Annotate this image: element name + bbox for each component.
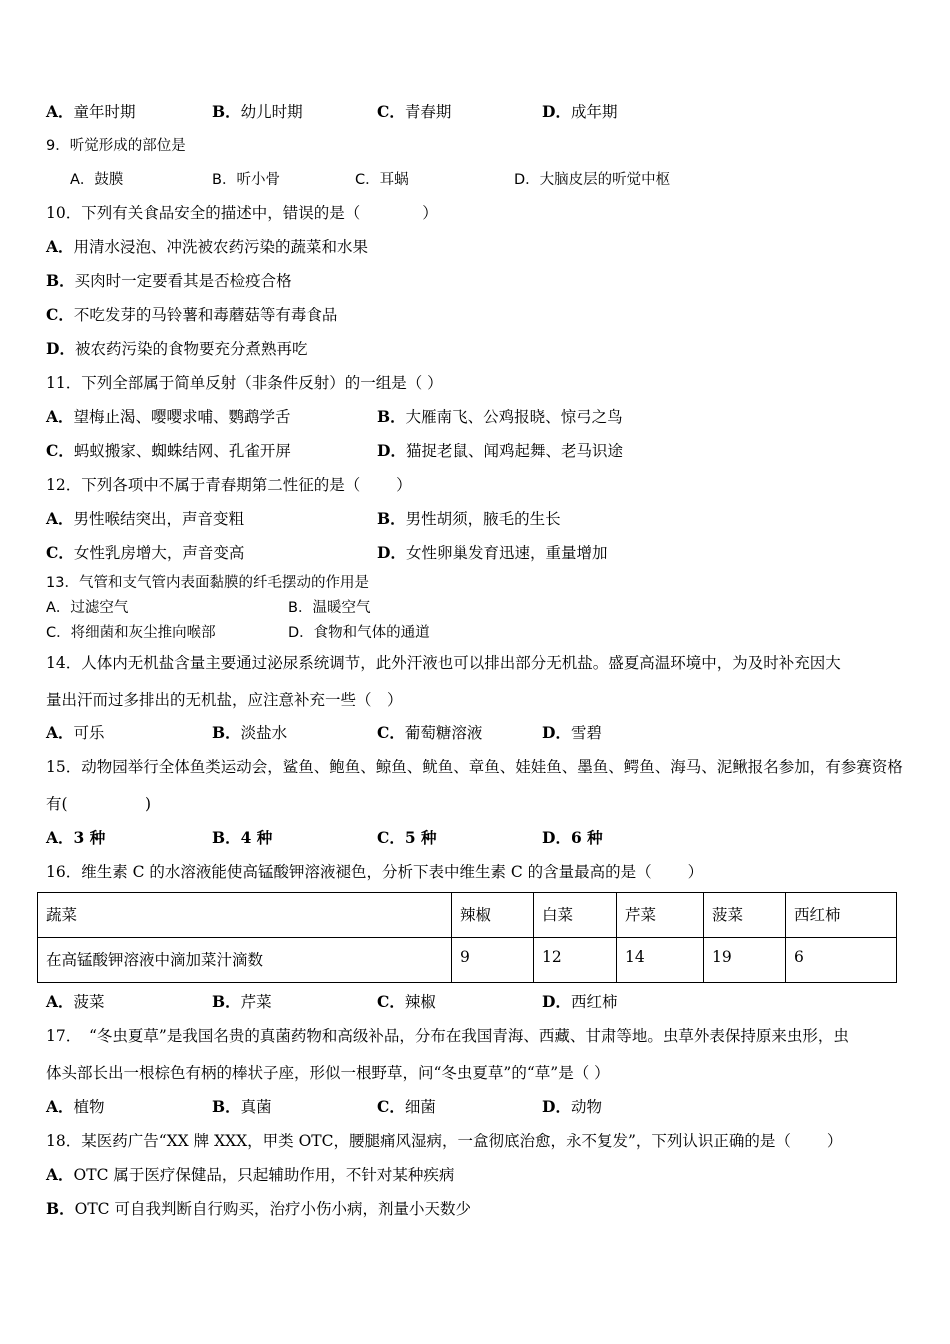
option-text: 用清水浸泡、冲洗被农药污染的蔬菜和水果 — [73, 238, 369, 256]
q9-option-b: B．听小骨 — [212, 172, 280, 188]
q8-option-b — [212, 102, 303, 122]
q11-option-a — [46, 407, 291, 427]
option-label: A． — [46, 1165, 74, 1184]
q13-option-a: A．过滤空气 — [46, 600, 129, 616]
option-text: 买肉时一定要看其是否检疫合格 — [74, 272, 292, 290]
option-label: C． — [377, 1097, 405, 1116]
option-text: 真菌 — [240, 1098, 272, 1116]
option-label: A． — [46, 1097, 74, 1116]
table-cell: 蔬菜 — [38, 893, 452, 938]
q10-option-b — [46, 271, 292, 291]
option-label: A． — [46, 237, 74, 256]
q14-option-c — [377, 723, 482, 743]
q16-option-a — [46, 992, 105, 1012]
option-text: 细菌 — [404, 1098, 436, 1116]
option-text: 不吃发芽的马铃薯和毒蘑菇等有毒食品 — [73, 306, 338, 324]
q17-option-b — [212, 1097, 272, 1117]
option-label: A． — [46, 992, 74, 1011]
q10-option-c — [46, 305, 337, 325]
table-cell: 西红柿 — [786, 893, 897, 938]
q15-option-c — [377, 828, 437, 848]
q9-option-d: D．大脑皮层的听觉中枢 — [514, 172, 671, 188]
q11-option-c — [46, 441, 291, 461]
q18-option-b — [46, 1199, 471, 1219]
q10-stem: 10．下列有关食品安全的描述中，错误的是（ ） — [46, 204, 438, 222]
option-label: A． — [46, 509, 74, 528]
option-text: 望梅止渴、嘤嘤求哺、鹦鹉学舌 — [73, 408, 291, 426]
option-label: C． — [377, 992, 405, 1011]
q16-option-b — [212, 992, 272, 1012]
option-text: 可乐 — [73, 724, 105, 742]
option-text: 青春期 — [404, 103, 452, 121]
option-label: A． — [46, 407, 74, 426]
option-label: D． — [542, 102, 571, 121]
q17-option-c — [377, 1097, 436, 1117]
q9-stem: 9．听觉形成的部位是 — [46, 138, 186, 154]
option-label: B． — [212, 992, 241, 1011]
table-cell: 芹菜 — [617, 893, 704, 938]
option-text: 成年期 — [570, 103, 618, 121]
table-cell: 12 — [534, 938, 617, 983]
q15-option-a — [46, 828, 105, 848]
option-text: 幼儿时期 — [240, 103, 303, 121]
option-text: 男性胡须，腋毛的生长 — [405, 510, 561, 528]
table-cell: 辣椒 — [452, 893, 534, 938]
option-label: C． — [46, 543, 74, 562]
option-label: B． — [377, 509, 406, 528]
option-label: B． — [46, 1199, 75, 1218]
q15-stem-line1: 15．动物园举行全体鱼类运动会，鲨鱼、鲍鱼、鲸鱼、鱿鱼、章鱼、娃娃鱼、墨鱼、鳄鱼、海马、泥鳅报名参加，有参赛资格 — [46, 758, 903, 776]
q14-option-a — [46, 723, 105, 743]
q16-option-d — [542, 992, 617, 1012]
q15-stem-line2: 有( ) — [46, 795, 152, 813]
option-text: 大雁南飞、公鸡报晓、惊弓之鸟 — [405, 408, 623, 426]
q14-stem-line2: 量出汗而过多排出的无机盐，应注意补充一些（ ） — [46, 691, 403, 709]
option-label: A． — [46, 102, 74, 121]
option-label: D． — [542, 992, 571, 1011]
q18-stem: 18．某医药广告“XX 牌 XXX，甲类 OTC，腰腿痛风湿病，一盒彻底治愈，永不复发”，下列认识正确的是（ ） — [46, 1132, 843, 1150]
option-text: 男性喉结突出，声音变粗 — [73, 510, 245, 528]
table-cell: 6 — [786, 938, 897, 983]
q17-stem-line2: 体头部长出一根棕色有柄的棒状子座，形似一根野草，问“冬虫夏草”的“草”是（ ） — [46, 1064, 610, 1082]
q15-option-b — [212, 828, 272, 848]
table-row — [38, 938, 897, 983]
table-header-row — [38, 893, 897, 938]
option-label: B． — [212, 102, 241, 121]
option-label: D． — [377, 543, 406, 562]
q13-option-c: C．将细菌和灰尘推向喉部 — [46, 625, 216, 641]
q10-option-a — [46, 237, 368, 257]
q9-option-c: C．耳蜗 — [355, 172, 409, 188]
option-label: A． — [46, 723, 74, 742]
q13-option-b: B．温暖空气 — [288, 600, 371, 616]
q10-option-d — [46, 339, 307, 359]
q12-option-d — [377, 543, 607, 563]
q13-stem: 13．气管和支气管内表面黏膜的纤毛摆动的作用是 — [46, 575, 369, 591]
q11-stem: 11．下列全部属于简单反射（非条件反射）的一组是（ ） — [46, 374, 443, 392]
option-label: D． — [542, 1097, 571, 1116]
q12-option-b — [377, 509, 561, 529]
option-text: 蚂蚁搬家、蜘蛛结网、孔雀开屏 — [73, 442, 291, 460]
option-label: D． — [542, 828, 571, 847]
option-label: C． — [377, 102, 405, 121]
option-label: B． — [212, 1097, 241, 1116]
table-cell: 在高锰酸钾溶液中滴加菜汁滴数 — [38, 938, 452, 983]
option-label: B． — [212, 723, 241, 742]
option-text: 动物 — [570, 1098, 602, 1116]
option-text: OTC 可自我判断自行购买，治疗小伤小病，剂量小天数少 — [74, 1200, 471, 1218]
q9-option-a: A．鼓膜 — [70, 172, 124, 188]
q8-option-a — [46, 102, 136, 122]
q12-option-a — [46, 509, 244, 529]
option-text: 女性卵巢发育迅速，重量增加 — [405, 544, 608, 562]
option-text: 葡萄糖溶液 — [404, 724, 483, 742]
option-text: 雪碧 — [570, 724, 602, 742]
table-cell: 9 — [452, 938, 534, 983]
q14-option-b — [212, 723, 287, 743]
option-text: 猫捉老鼠、闻鸡起舞、老马识途 — [405, 442, 623, 460]
option-label: C． — [377, 828, 405, 847]
vitamin-c-table — [37, 892, 897, 983]
option-label: B． — [46, 271, 75, 290]
q14-option-d — [542, 723, 602, 743]
option-text: 植物 — [73, 1098, 105, 1116]
option-label: D． — [542, 723, 571, 742]
q16-stem: 16．维生素 C 的水溶液能使高锰酸钾溶液褪色，分析下表中维生素 C 的含量最高的是（ ） — [46, 863, 704, 881]
q8-option-c — [377, 102, 451, 122]
q13-option-d: D．食物和气体的通道 — [288, 625, 430, 641]
option-text: 西红柿 — [570, 993, 618, 1011]
q11-option-b — [377, 407, 623, 427]
q17-stem-line1: 17． “冬虫夏草”是我国名贵的真菌药物和高级补品，分布在我国青海、西藏、甘肃等地。虫草外表保持原来虫形，虫 — [46, 1027, 849, 1045]
option-text: 6 种 — [570, 828, 603, 847]
q8-option-d — [542, 102, 617, 122]
option-label: C． — [46, 305, 74, 324]
option-text: 辣椒 — [404, 993, 436, 1011]
table-cell: 菠菜 — [704, 893, 786, 938]
option-label: D． — [46, 339, 75, 358]
option-label: C． — [46, 441, 74, 460]
option-label: B． — [377, 407, 406, 426]
option-text: OTC 属于医疗保健品，只起辅助作用，不针对某种疾病 — [73, 1166, 455, 1184]
option-text: 5 种 — [404, 828, 437, 847]
option-label: B． — [212, 828, 241, 847]
option-text: 淡盐水 — [240, 724, 288, 742]
option-text: 芹菜 — [240, 993, 272, 1011]
q12-stem: 12．下列各项中不属于青春期第二性征的是（ ） — [46, 476, 412, 494]
option-text: 童年时期 — [73, 103, 136, 121]
option-text: 菠菜 — [73, 993, 105, 1011]
q16-option-c — [377, 992, 436, 1012]
q17-option-a — [46, 1097, 105, 1117]
q12-option-c — [46, 543, 244, 563]
q15-option-d — [542, 828, 603, 848]
q11-option-d — [377, 441, 623, 461]
table-cell: 白菜 — [534, 893, 617, 938]
option-label: A． — [46, 828, 74, 847]
table-cell: 14 — [617, 938, 704, 983]
option-label: D． — [377, 441, 406, 460]
option-text: 3 种 — [73, 828, 106, 847]
option-label: C． — [377, 723, 405, 742]
option-text: 被农药污染的食物要充分煮熟再吃 — [74, 340, 308, 358]
q18-option-a — [46, 1165, 454, 1185]
option-text: 4 种 — [240, 828, 273, 847]
table-cell: 19 — [704, 938, 786, 983]
q14-stem-line1: 14．人体内无机盐含量主要通过泌尿系统调节，此外汗液也可以排出部分无机盐。盛夏高温环境中，为及时补充因大 — [46, 654, 841, 672]
option-text: 女性乳房增大，声音变高 — [73, 544, 245, 562]
q17-option-d — [542, 1097, 602, 1117]
